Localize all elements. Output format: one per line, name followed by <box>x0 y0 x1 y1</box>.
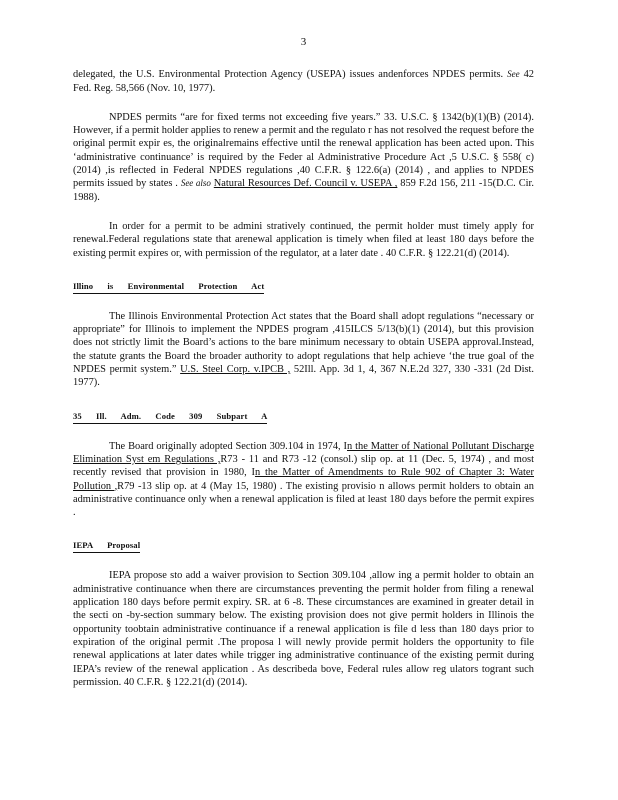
paragraph-board-history <box>73 440 534 520</box>
paragraph-iepa-proposal: IEPA propose sto add a waiver provision to Section 309.104 ,allow ing a permit holder to obtain an administrative continuance when there are circumstances preventing the permit holder from filing a renewal application 180 days before permit expiry. SR. at 6 -8. These circumstances are examined in greater detail in the secti on -by-section summary below. The existing provision does not give permit holders in Illinois the opportunity toobtain administrative continuance if a renewal application is file d less than 180 days prior to expiration of the original permit .The proposa l will newly provide permit holders the opportunity to file renewal applications at later dates while trigger ing administrative continuance of the existing permit during IEPA’s review of the renewal application . As describeda bove, Federal rules allow reg ulators togrant such permission. 40 C.F.R. § 122.21(d) (2014). <box>73 570 534 688</box>
case-name: Natural Resources Def. Council v. USEPA , <box>213 178 398 190</box>
paragraph-illinois-act <box>73 310 534 390</box>
paragraph-text: R73 - 11 and R73 -12 (consol.) slip op. at 11 (Dec. 5, 1974) , and most recently revised that provision in 1980, I <box>73 453 534 479</box>
case-name: n the Matter of National Pollutant Discharge Elimination Syst em Regulations , <box>73 440 534 465</box>
paragraph-delegation <box>73 68 534 95</box>
paragraph-text: The Board originally adopted Section 309.104 in 1974, I <box>109 440 348 452</box>
paragraph-timely-renewal: In order for a permit to be admini stratively continued, the permit holder must timely apply for renewal.Federal regulations state that arenewal application is timely when filed at least 180 days before the existing permit expires or, with permission of the regulator, at a later date . 40 C.F.R. § 122.21(d) (2014). <box>73 220 534 259</box>
case-name: U.S. Steel Corp. v.IPCB , <box>180 364 291 376</box>
case-name: n the Matter of Amendments to Rule 902 of Chapter 3: Water Pollution , <box>73 467 535 492</box>
see-also-signal: See also <box>180 178 211 189</box>
paragraph-text: R79 -13 slip op. at 4 (May 15, 1980) . The existing provisio n allows permit holders to obtain an administrative continuance only when a renewal application is filed at least 180 days before the permit expires . <box>73 480 534 519</box>
citation-text: 42 Fed. Reg. 58,566 (Nov. 10, 1977). <box>73 69 534 94</box>
citation-text: 52Ill. App. 3d 1, 4, 367 N.E.2d 327, 330 -331 (2d Dist. 1977). <box>73 364 534 389</box>
section-heading-subpart-a: 35 Ill. Adm. Code 309 Subpart A <box>73 410 267 424</box>
section-heading-iepa-proposal: IEPA Proposal <box>73 539 140 553</box>
page-number: 3 <box>300 36 307 48</box>
paragraph-npdes-terms <box>73 111 534 204</box>
paragraph-text: NPDES permits “are for fixed terms not exceeding five years.” 33. U.S.C. § 1342(b)(1)(B) (2014). However, if a permit holder applies to renew a permit and the regulato r has not resolved the request before the original permit expir es, the originalremains effective until the renewal application has been acted upon. This ‘administrative continuance’ is required by the Feder al Administrative Procedure Act ,5 U.S.C. § 558( c) (2014) ,is reflected in Federal NPDES regulations ,40 C.F.R. § 122.6(a) (2014) , and applies to NPDES permits issued by states . <box>73 111 534 190</box>
citation-text: 859 F.2d 156, 211 -15(D.C. Cir. 1988). <box>73 178 534 203</box>
paragraph-text: delegated, the U.S. Environmental Protection Agency (USEPA) issues andenforces NPDES permits. <box>73 69 508 81</box>
paragraph-text: The Illinois Environmental Protection Act states that the Board shall adopt regulations “necessary or appropriate” for Illinois to implement the NPDES program ,415ILCS 5/13(b)(1) (2014), but this provision does not strictly limit the Board’s actions to the bare minimum necessary to obtain USEPA approval.Instead, the statute grants the Board the broader authority to adopt regulations that help achieve ‘the true goal of the NPDES permit system.” <box>73 310 534 376</box>
section-heading-illinois-act: Illino is Environmental Protection Act <box>73 280 264 294</box>
see-signal: See <box>507 69 520 80</box>
